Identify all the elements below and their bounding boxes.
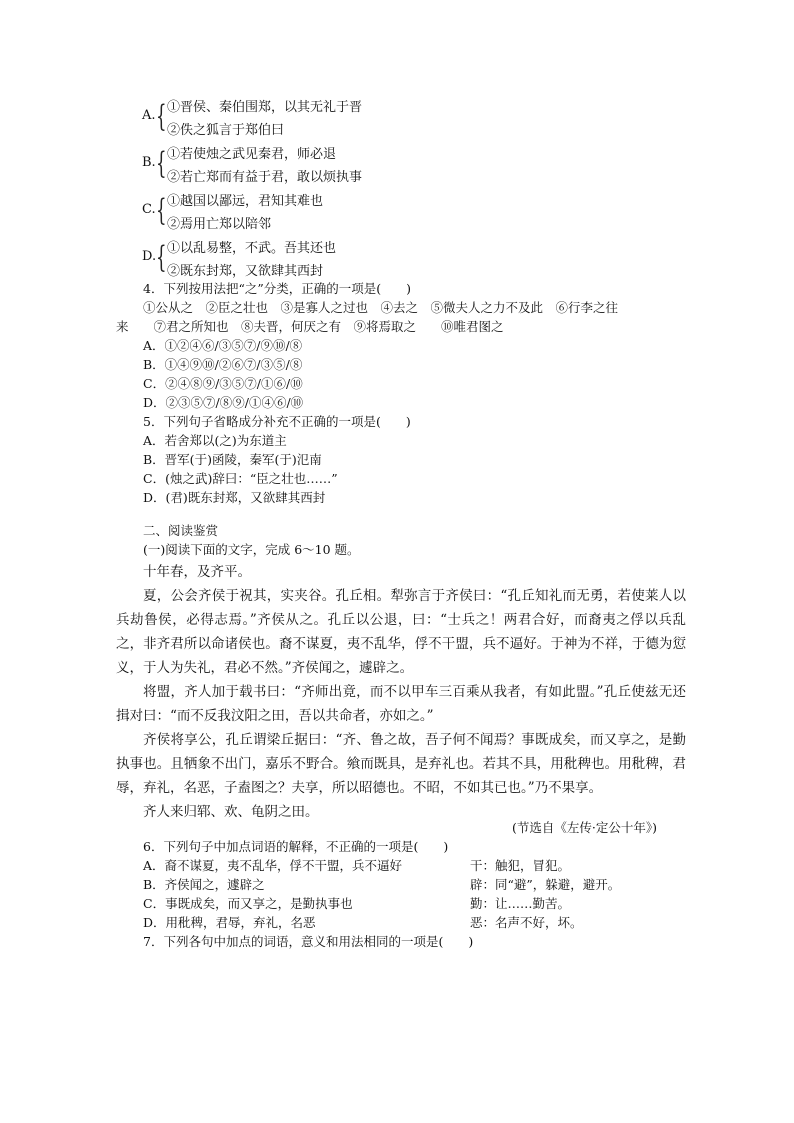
option-line-1: ①越国以鄙远，君知其难也 xyxy=(167,194,324,209)
brace-icon: { xyxy=(156,146,167,181)
q5-option-d: D．(君)既东封郑，又欲肆其西封 xyxy=(143,490,326,505)
q3-option-c xyxy=(142,190,562,236)
brace-icon: { xyxy=(156,99,167,134)
option-line-2: ②既东封郑，又欲肆其西封 xyxy=(167,264,324,279)
brace-icon: { xyxy=(156,240,167,275)
option-line-2: ②焉用亡郑以陪邻 xyxy=(167,217,272,232)
q4-option-c: C．②④⑧⑨/③⑤⑦/①⑥/⑩ xyxy=(143,376,303,391)
option-line-1: ①若使烛之武见秦君，师必退 xyxy=(167,147,337,162)
q6-option-c-gloss: 勤：让……勤苦。 xyxy=(470,896,571,911)
q3-option-a xyxy=(142,96,562,142)
brace-icon: { xyxy=(156,193,167,228)
q5-option-a: A．若舍郑以(之)为东道主 xyxy=(143,433,287,448)
q5-option-c: C．(烛之武)辞曰：“臣之壮也……” xyxy=(143,471,338,486)
q6-stem: 6．下列句子中加点词语的解释，不正确的一项是( ) xyxy=(143,839,449,854)
q6-option-c: C．事既成矣，而又享之，是勤执事也 xyxy=(143,896,353,911)
q3-option-b xyxy=(142,143,562,189)
q7-stem: 7．下列各句中加点的词语，意义和用法相同的一项是( ) xyxy=(143,934,474,949)
passage-paragraph-5: 齐人来归郓、欢、龟阴之田。 xyxy=(143,804,319,820)
q6-option-a-gloss: 干：触犯，冒犯。 xyxy=(470,858,571,873)
q3-option-d xyxy=(142,237,562,283)
option-letter: D. xyxy=(142,249,157,264)
option-line-1: ①以乱易整，不武。吾其还也 xyxy=(167,241,337,256)
option-line-1: ①晋侯、秦伯围郑，以其无礼于晋 xyxy=(167,100,363,115)
q4-option-d: D．②③⑤⑦/⑧⑨/①④⑥/⑩ xyxy=(143,395,304,410)
option-line-2: ②若亡郑而有益于君，敢以烦执事 xyxy=(167,170,363,185)
q5-option-b: B．晋军(于)函陵，秦军(于)氾南 xyxy=(143,452,322,467)
q4-option-b: B．①④⑨⑩/②⑥⑦/③⑤/⑧ xyxy=(143,357,303,372)
q6-option-a: A．裔不谋夏，夷不乱华，俘不干盟，兵不逼好 xyxy=(143,858,403,873)
q6-option-b: B．齐侯闻之，遽辟之 xyxy=(143,877,265,892)
option-letter: C. xyxy=(142,202,156,217)
passage-paragraph-2: 夏，公会齐侯于祝其，实夹谷。孔丘相。犁弥言于齐侯曰：“孔丘知礼而无勇，若使莱人以兵劫鲁侯，必得志焉。”齐侯从之。孔丘以公退，曰：“士兵之！两君合好，而裔夷之俘以兵乱之，非齐君所以命诸侯也。裔不谋夏，夷不乱华，俘不干盟，兵不逼好。于神为不祥，于德为愆义，于人为失礼，君必不然。”齐侯闻之，遽辟之。 xyxy=(116,588,686,676)
section-heading: 二、阅读鉴赏 xyxy=(143,523,219,538)
passage-paragraph-1: 十年春，及齐平。 xyxy=(143,564,251,580)
option-letter: B. xyxy=(142,155,156,170)
q5-stem: 5．下列句子省略成分补充不正确的一项是( ) xyxy=(143,414,411,429)
q6-option-b-gloss: 辟：同“避”，躲避，避开。 xyxy=(470,877,621,892)
passage-source: (节选自《左传·定公十年》) xyxy=(512,820,657,835)
q6-option-d-gloss: 恶：名声不好，坏。 xyxy=(470,915,583,930)
passage-paragraph-3: 将盟，齐人加于载书曰：“齐师出竟，而不以甲车三百乘从我者，有如此盟。”孔丘使兹无还揖对曰：“而不反我汶阳之田，吾以共命者，亦如之。” xyxy=(116,684,686,724)
section-instruction: (一)阅读下面的文字，完成 6～10 题。 xyxy=(143,542,360,557)
option-line-2: ②佚之狐言于郑伯曰 xyxy=(167,123,285,138)
q4-items-line-2: 来 ⑦君之所知也 ⑧夫晋，何厌之有 ⑨将焉取之 ⑩唯君图之 xyxy=(116,319,504,334)
q4-items-line-1: ①公从之 ②臣之壮也 ③是寡人之过也 ④去之 ⑤微夫人之力不及此 ⑥行李之往 xyxy=(143,300,619,315)
option-letter: A. xyxy=(142,108,156,123)
q4-stem: 4．下列按用法把“之”分类，正确的一项是( ) xyxy=(143,281,411,296)
q4-option-a: A．①②④⑥/③⑤⑦/⑨⑩/⑧ xyxy=(143,338,303,353)
q6-option-d: D．用秕稗，君辱，弃礼，名恶 xyxy=(143,915,316,930)
passage-paragraph-4: 齐侯将享公，孔丘谓梁丘据曰：“齐、鲁之故，吾子何不闻焉？事既成矣，而又享之，是勤执事也。且牺象不出门，嘉乐不野合。飨而既具，是弃礼也。若其不具，用秕稗也。用秕稗，君辱，弃礼，名恶，子盍图之？夫享，所以昭德也。不昭，不如其已也。”乃不果享。 xyxy=(116,732,686,796)
